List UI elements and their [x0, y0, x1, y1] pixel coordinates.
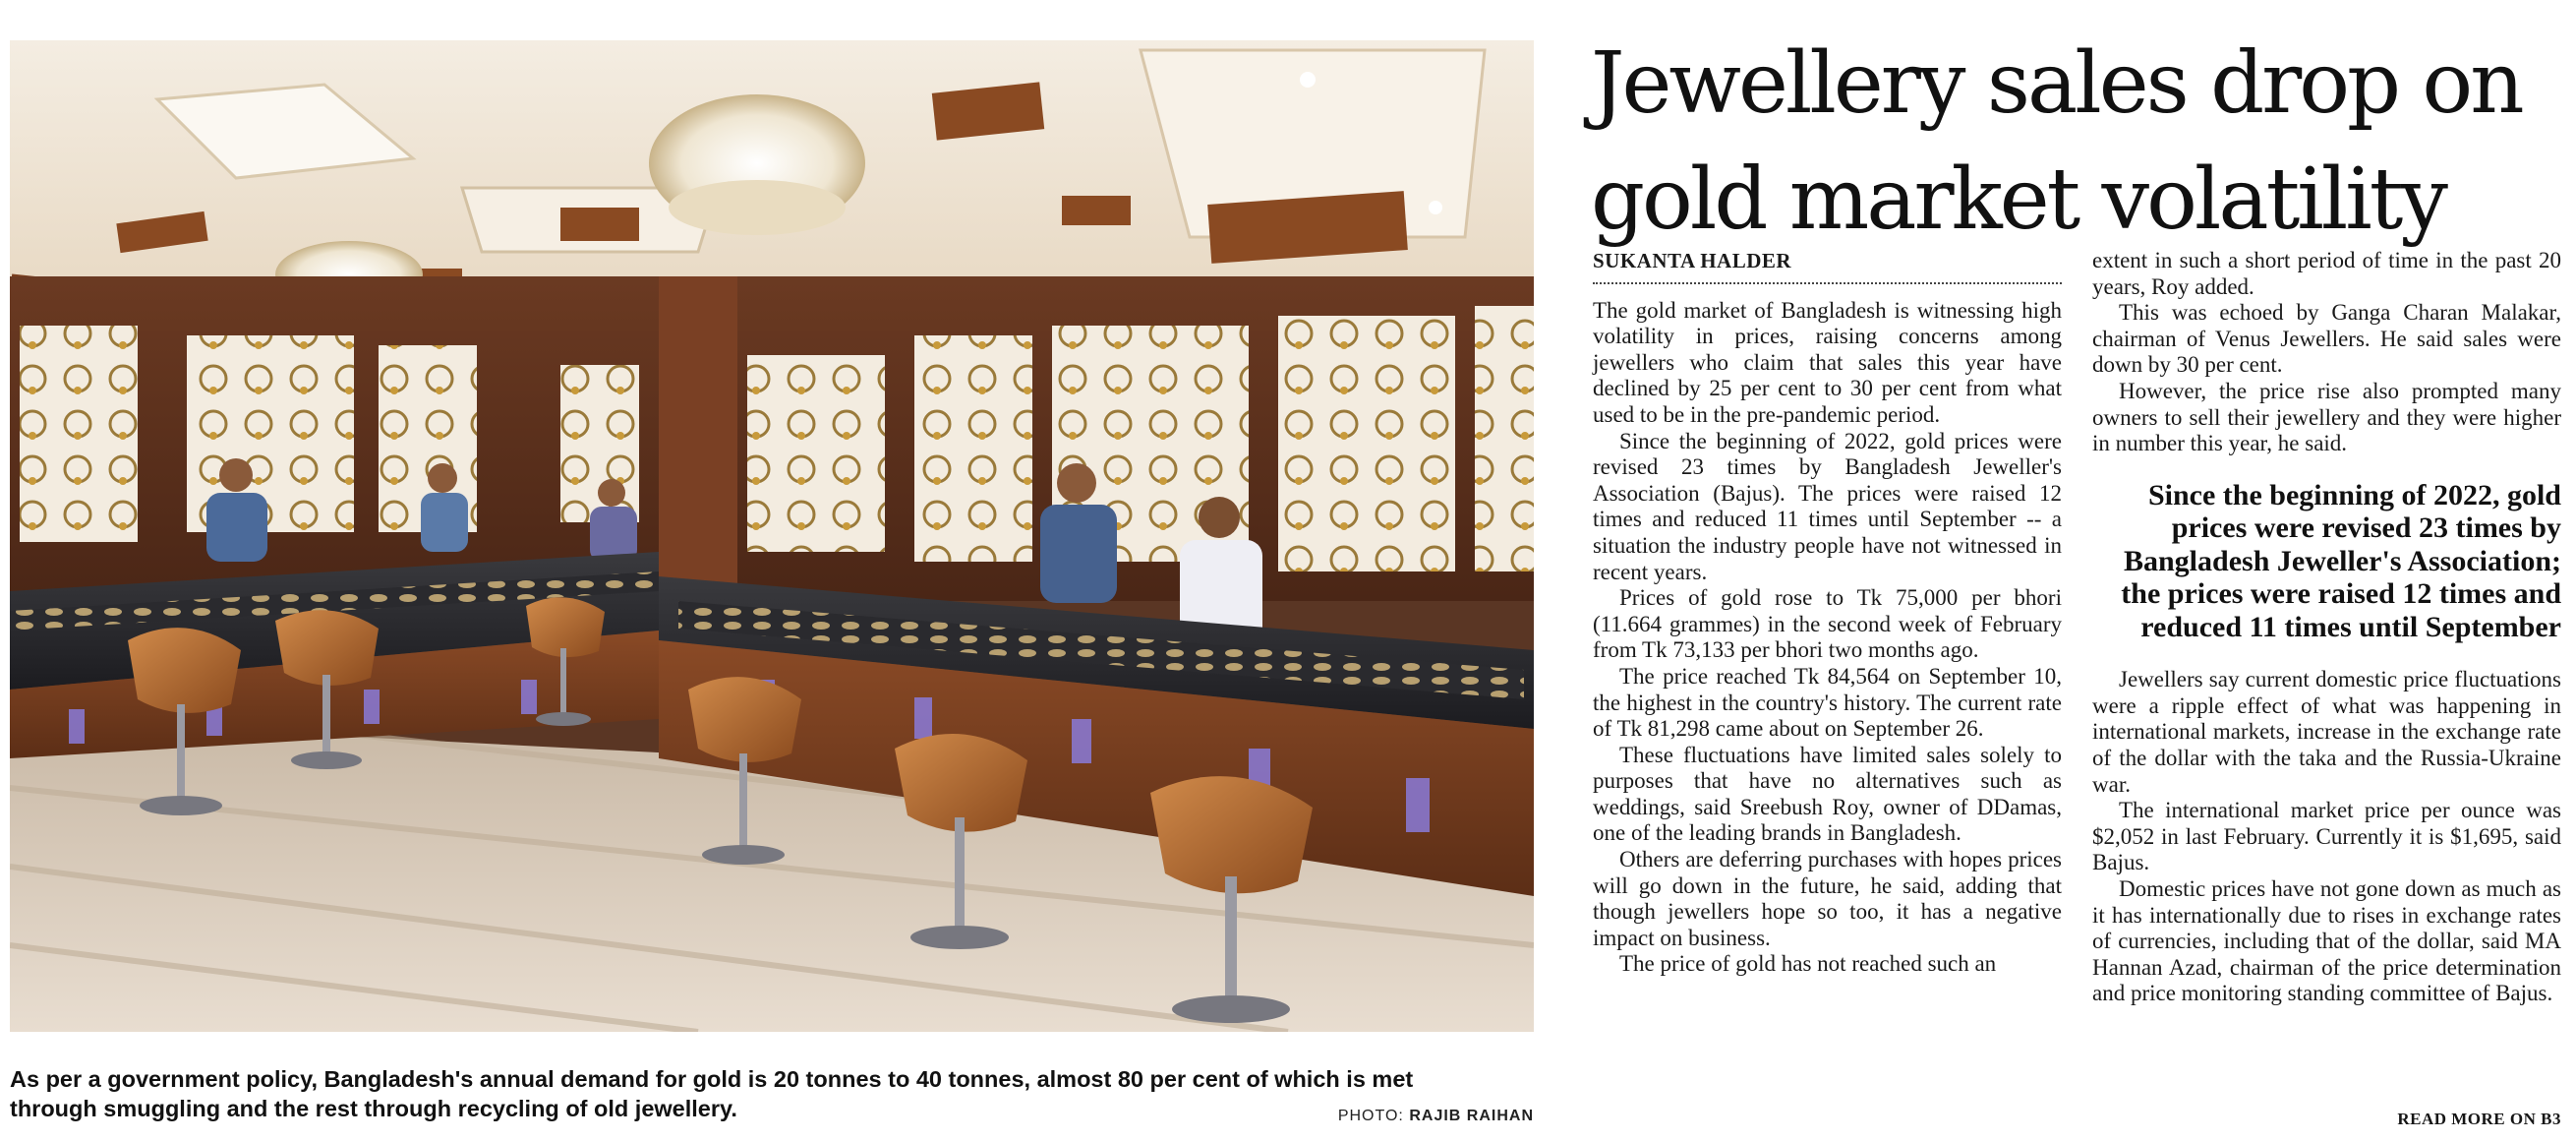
paragraph: The price reached Tk 84,564 on September 10, the highest in the country's history. The current rate of Tk 81,298 came about on September 26. — [1593, 663, 2062, 742]
paragraph: Jewellers say current domestic price fluctuations were a ripple effect of what was happening in international markets, increase in the exchange rate of the dollar with the taka and the Russia-Ukraine war. — [2092, 667, 2561, 797]
paragraph: extent in such a short period of time in the past 20 years, Roy added. — [2092, 248, 2561, 299]
article-column-1 — [1593, 248, 2062, 978]
paragraph: The international market price per ounce was $2,052 in last February. Currently it is $1,695, said Bajus. — [2092, 798, 2561, 875]
paragraph: Prices of gold rose to Tk 75,000 per bhori (11.664 grammes) in the second week of February from Tk 73,133 per bhori two months ago. — [1593, 585, 2062, 663]
read-more-link[interactable]: READ MORE ON B3 — [2397, 1110, 2561, 1128]
paragraph: The gold market of Bangladesh is witnessing high volatility in prices, raising concerns among jewellers who claim that sales this year have declined by 25 per cent to 30 per cent from what used to be in the pre-pandemic period. — [1593, 297, 2062, 427]
paragraph: This was echoed by Ganga Charan Malakar, chairman of Venus Jewellers. He said sales were down by 30 per cent. — [2092, 300, 2561, 378]
byline: SUKANTA HALDER — [1593, 248, 2062, 284]
paragraph: Since the beginning of 2022, gold prices were revised 23 times by Bangladesh Jeweller's Association (Bajus). The prices were raised 12 times and reduced 11 times until September -- a situation the industry people have not witnessed in recent years. — [1593, 428, 2062, 584]
jewellery-store-photo — [10, 40, 1534, 1032]
photo-caption: As per a government policy, Bangladesh's annual demand for gold is 20 tonnes to 40 tonnes, almost 80 per cent of which is met through smuggling and the rest through recycling of old jewellery. — [10, 1066, 1414, 1121]
paragraph: The price of gold has not reached such an — [1619, 951, 1997, 977]
paragraph: Others are deferring purchases with hopes prices will go down in the future, he said, adding that though jewellers hope so too, it has a negative impact on business. — [1593, 847, 2062, 950]
photo-credit-name: RAJIB RAIHAN — [1409, 1108, 1534, 1124]
article-headline: Jewellery sales drop on gold market volatility — [1591, 34, 2522, 249]
pull-quote: Since the beginning of 2022, gold prices were revised 23 times by Bangladesh Jeweller's Association; the prices were raised 12 times and reduced 11 times until September — [2121, 478, 2561, 643]
paragraph: However, the price rise also prompted many owners to sell their jewellery and they were higher in number this year, he said. — [2092, 378, 2561, 456]
photo-credit — [1278, 1108, 1534, 1125]
paragraph: These fluctuations have limited sales solely to purposes that have no alternatives such as weddings, said Sreebush Roy, owner of DDamas, one of the leading brands in Bangladesh. — [1593, 742, 2062, 846]
article-column-2 — [2092, 248, 2561, 1007]
store-interior-illustration — [10, 40, 1534, 1032]
column-1-body — [1593, 298, 2062, 978]
photo-credit-label: PHOTO: — [1337, 1108, 1404, 1124]
paragraph: Domestic prices have not gone down as much as it has internationally due to rises in exchange rates of currencies, including that of the dollar, said MA Hannan Azad, chairman of the price determination and price monitoring standing committee of Bajus. — [2092, 876, 2561, 1006]
